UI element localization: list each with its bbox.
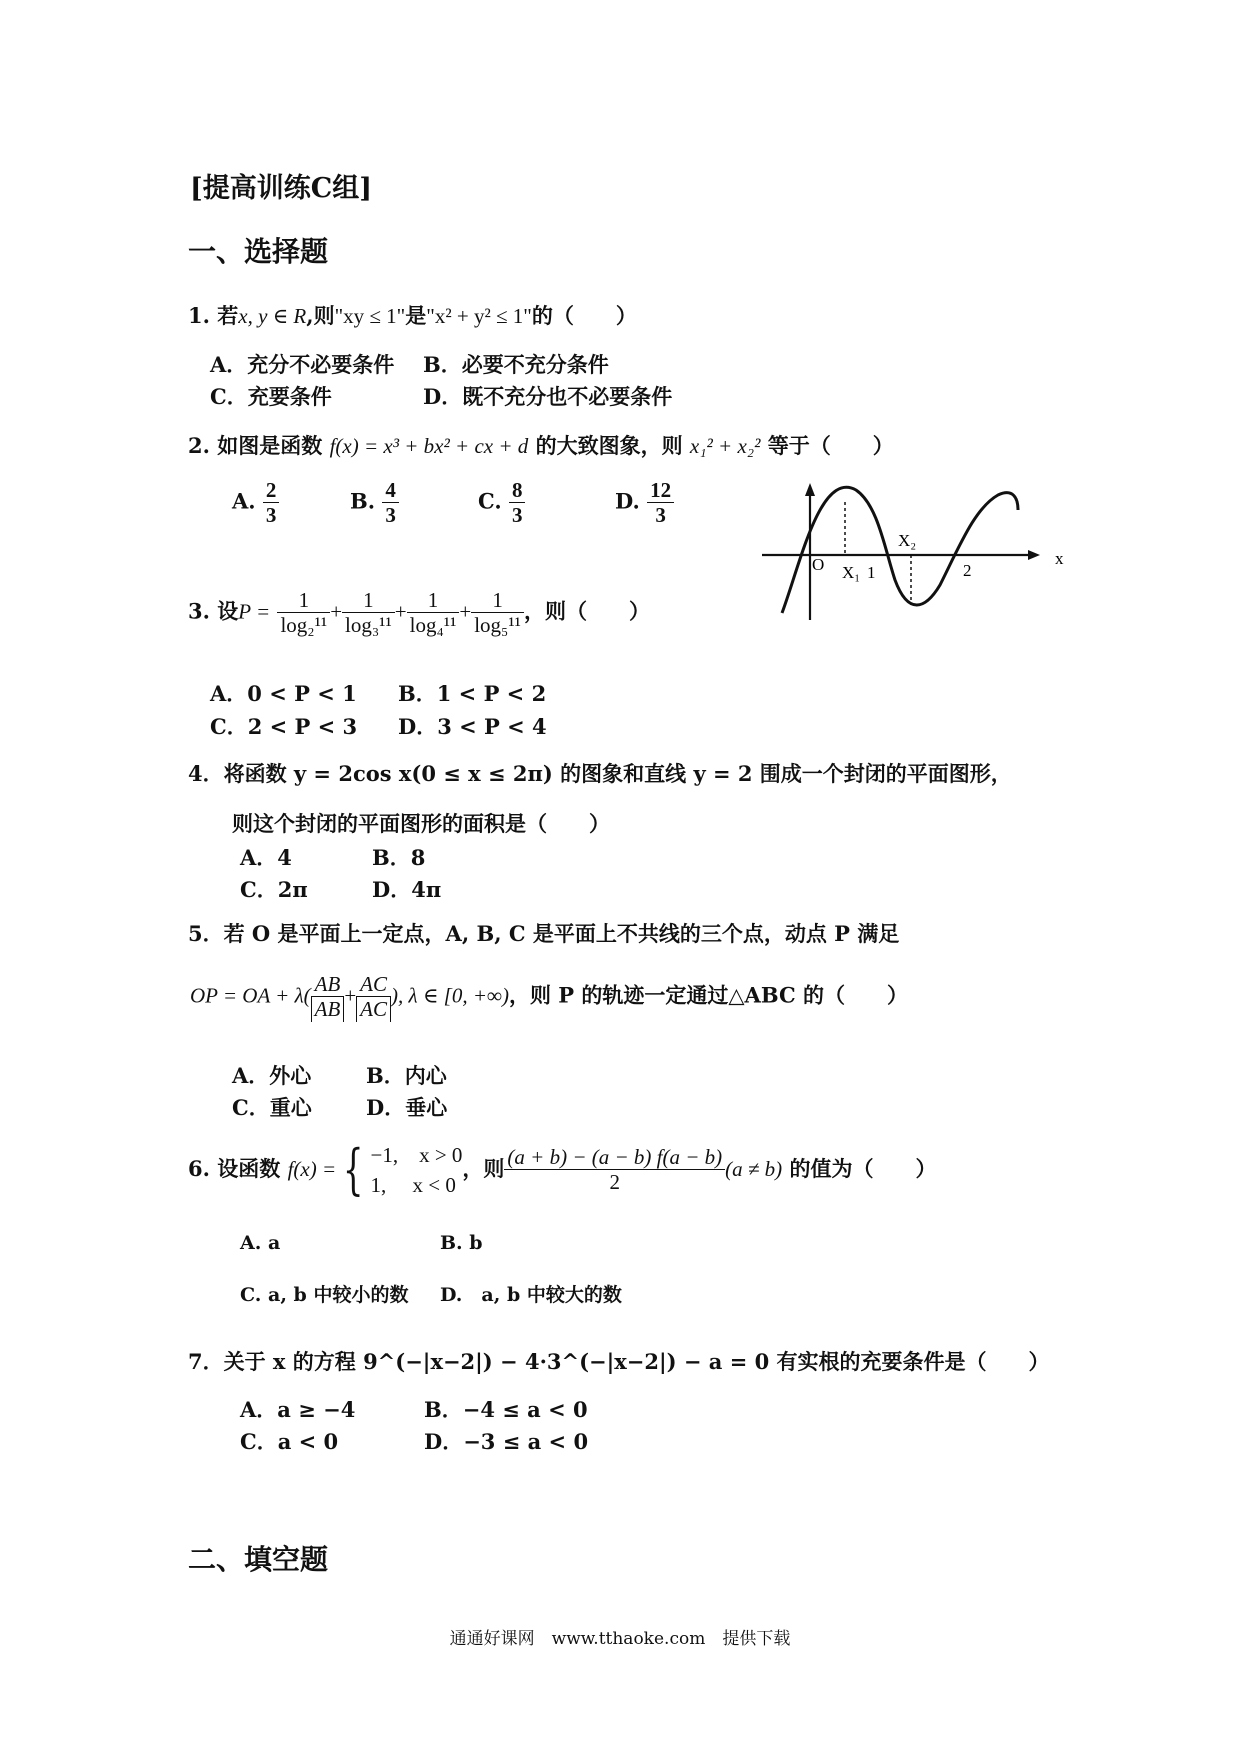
y-axis-arrow-icon (805, 483, 815, 496)
q3-option-a: A．0 < P < 1 (210, 681, 357, 706)
question-3: 3. 设P = $\frac{1}{\text{log₂¹¹}}$ + $\frac{1}{\text{log₃¹¹}}$ + $\frac{1}{\text{log₄¹¹}}$ + $\frac{1}{\text{log₅¹¹}}$ ，则（ ） (188, 588, 650, 638)
q7-option-b: B．−4 ≤ a < 0 (424, 1397, 588, 1422)
q2-option-c: C. $\frac{8}{3}$ (478, 478, 525, 528)
q3-option-c: C．2 < P < 3 (210, 714, 358, 739)
function-graph (760, 480, 1070, 620)
q5-option-c: C．重心 (232, 1095, 312, 1120)
q7-option-a: A．a ≥ −4 (240, 1397, 356, 1422)
question-4-line2: 则这个封闭的平面图形的面积是（ ） (232, 811, 610, 836)
q1-option-a: A．充分不必要条件 (210, 352, 395, 377)
q6-option-b: B. b (440, 1232, 483, 1254)
section-title-fill-in: 二、填空题 (188, 1543, 329, 1576)
q6-option-a: A. a (240, 1232, 281, 1254)
q7-option-c: C．a < 0 (240, 1429, 339, 1454)
x-axis-arrow-icon (1028, 550, 1040, 560)
q1-option-d: D．既不充分也不必要条件 (423, 384, 673, 409)
question-5-formula: OP = OA + λ( $\frac{AB}{AB}$ + $\frac{AC}{AC}$ ), λ ∈ [0, +∞)，则 P 的轨迹一定通过△ABC 的（ ） (190, 972, 908, 1022)
group-title: [提高训练C组] (190, 173, 373, 204)
q2-option-d: D. $\frac{12}{3}$ (615, 478, 674, 528)
q4-option-a: A．4 (240, 845, 292, 870)
question-4-line1: 4．将函数 y = 2cos x(0 ≤ x ≤ 2π) 的图象和直线 y = 2 围成一个封闭的平面图形， (188, 761, 1012, 786)
q3-option-d: D．3 < P < 4 (398, 714, 547, 739)
section-title-choice: 一、选择题 (188, 235, 329, 268)
one-label: 1 (867, 563, 876, 582)
q1-option-c: C．充要条件 (210, 384, 332, 409)
q2-option-b: B. $\frac{4}{3}$ (350, 478, 399, 528)
question-7: 7．关于 x 的方程 9^(−|x−2|) − 4·3^(−|x−2|) − a = 0 有实根的充要条件是（ ） (188, 1349, 1050, 1374)
q4-option-b: B．8 (372, 845, 426, 870)
origin-label: O (812, 555, 825, 574)
question-1: 1. 若x, y ∈ R,则"xy ≤ 1"是"x² + y² ≤ 1"的（ ） (188, 303, 637, 328)
q5-option-a: A．外心 (232, 1063, 312, 1088)
q7-option-d: D．−3 ≤ a < 0 (424, 1429, 589, 1454)
x-axis-label: x (1055, 549, 1064, 568)
footer-text: 通通好课网 www.tthaoke.com 提供下载 (449, 1629, 791, 1649)
cubic-curve (782, 487, 1018, 613)
question-5-line1: 5．若 O 是平面上一定点，A, B, C 是平面上不共线的三个点，动点 P 满足 (188, 921, 900, 946)
q4-option-c: C．2π (240, 877, 308, 902)
x1-label: X₁ (842, 563, 861, 582)
q5-option-d: D．垂心 (366, 1095, 448, 1120)
q1-option-b: B．必要不充分条件 (423, 352, 609, 377)
q5-option-b: B．内心 (366, 1063, 447, 1088)
q6-option-c: C. a, b 中较小的数 (240, 1284, 409, 1306)
two-label: 2 (963, 561, 972, 580)
q2-option-a: A. $\frac{2}{3}$ (232, 478, 279, 528)
question-6: 6. 设函数 f(x) = { −1, x > 0 1, x < 0 ，则 $\frac{(a + b) - (a - b) f(a - b)}{2}$ (a ≠ b) 的值为（ ） (188, 1138, 937, 1202)
question-2: 2. 如图是函数 f(x) = x³ + bx² + cx + d 的大致图象，则 x₁² + x₂² 等于（ ） (188, 433, 894, 458)
x2-label: X₂ (898, 531, 917, 550)
q4-option-d: D．4π (372, 877, 442, 902)
q6-option-d: D. a, b 中较大的数 (440, 1284, 622, 1306)
q3-option-b: B．1 < P < 2 (398, 681, 547, 706)
